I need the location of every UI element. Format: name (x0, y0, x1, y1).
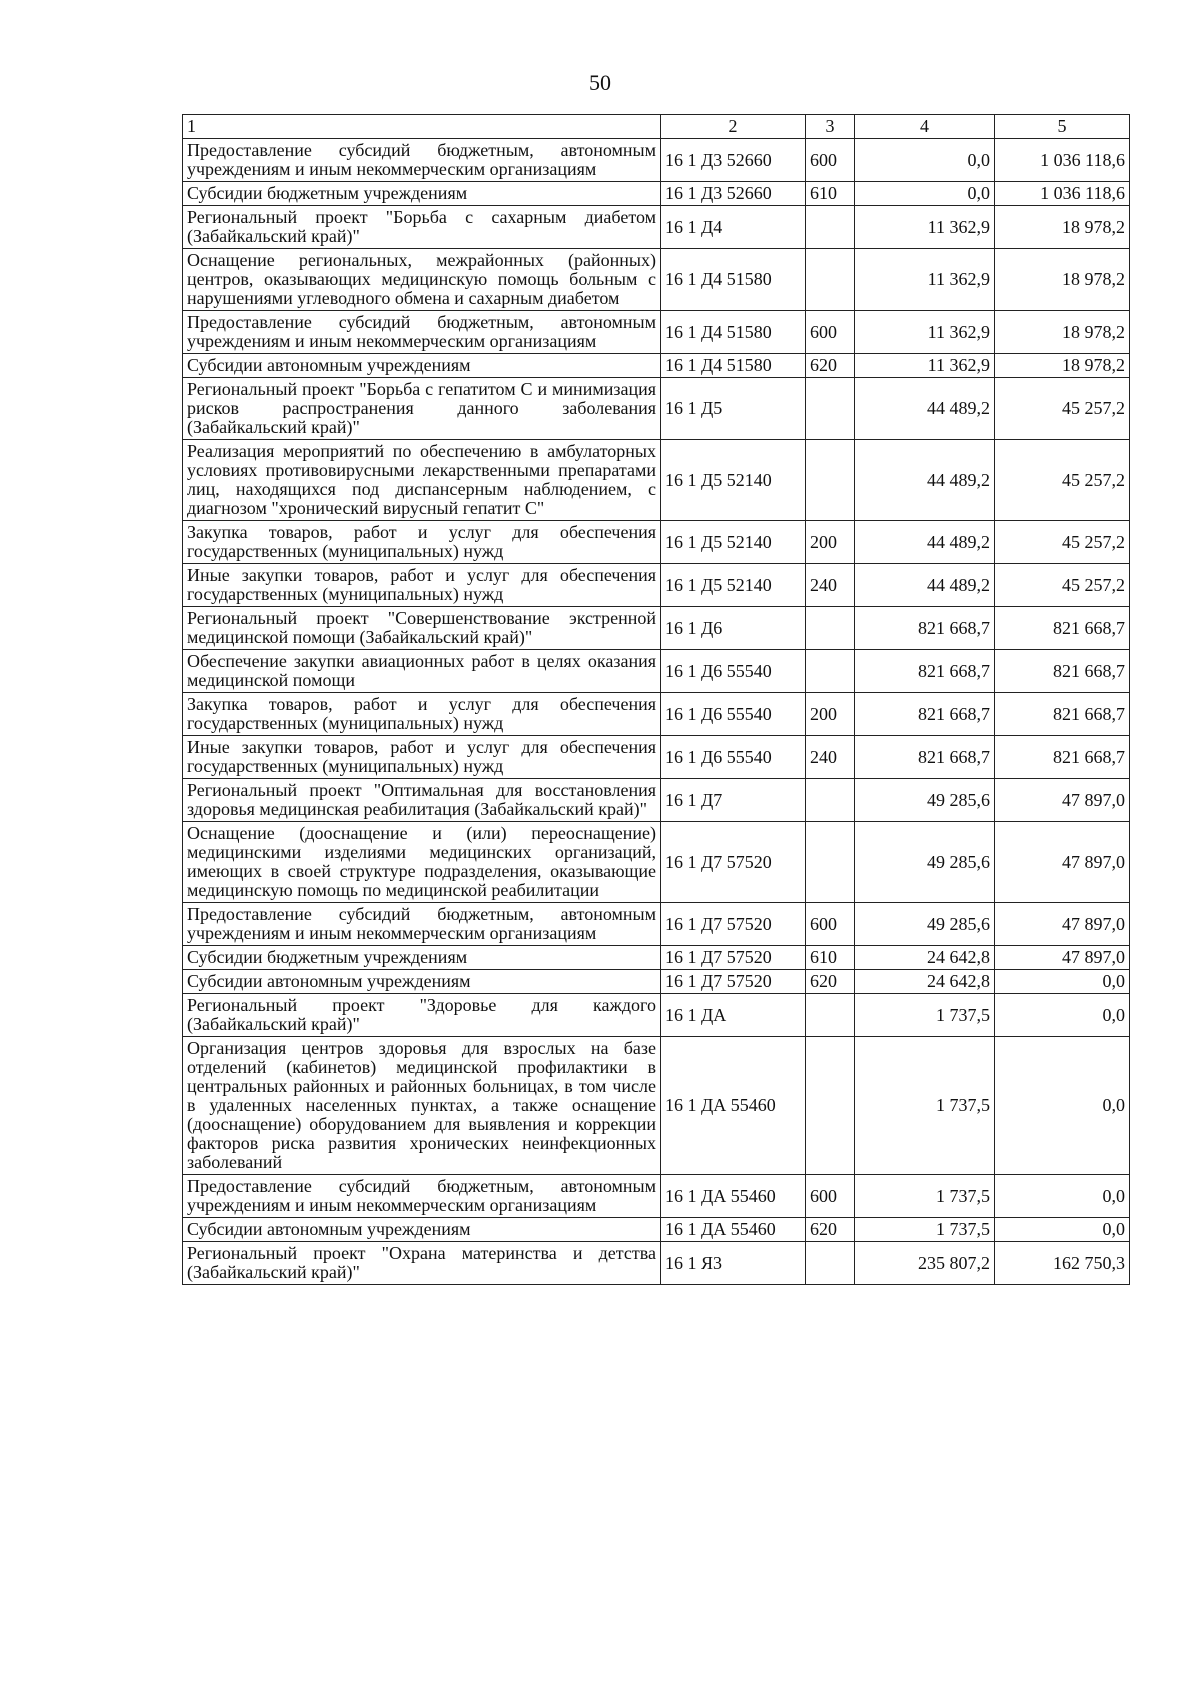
row-name-cell: Оснащение региональных, межрайонных (районных) центров, оказывающих медицинскую помощь больным с нарушениями углеводного обмена и сахарным диабетом (183, 249, 661, 311)
row-value-col5-cell: 821 668,7 (995, 693, 1130, 736)
row-value-col5-cell: 0,0 (995, 970, 1130, 994)
row-name-cell: Предоставление субсидий бюджетным, автономным учреждениям и иным некоммерческим организациям (183, 903, 661, 946)
row-code-cell: 16 1 Д6 55540 (661, 650, 806, 693)
row-code-cell: 16 1 ДА 55460 (661, 1175, 806, 1218)
row-code-cell: 16 1 Д6 (661, 607, 806, 650)
row-value-col5-cell: 18 978,2 (995, 354, 1130, 378)
row-name-cell: Региональный проект "Оптимальная для восстановления здоровья медицинская реабилитация (Забайкальский край)" (183, 779, 661, 822)
row-value-col5-cell: 47 897,0 (995, 779, 1130, 822)
row-type-cell (806, 249, 855, 311)
table-row (183, 1175, 1130, 1218)
row-code-cell: 16 1 ДА (661, 994, 806, 1037)
table-row (183, 946, 1130, 970)
row-name-cell: Субсидии автономным учреждениям (183, 970, 661, 994)
table-row (183, 994, 1130, 1037)
table-row (183, 440, 1130, 521)
row-value-col4-cell: 0,0 (855, 139, 995, 182)
table-row (183, 354, 1130, 378)
row-value-col4-cell: 24 642,8 (855, 946, 995, 970)
row-code-cell: 16 1 Д3 52660 (661, 182, 806, 206)
row-value-col5-cell: 47 897,0 (995, 946, 1130, 970)
table-row (183, 607, 1130, 650)
row-value-col4-cell: 44 489,2 (855, 378, 995, 440)
row-name-cell: Организация центров здоровья для взрослых на базе отделений (кабинетов) медицинской профилактики в центральных районных и районных больницах, в том числе в удаленных населенных пунктах, а также оснащение (дооснащение) оборудованием для выявления и коррекции факторов риска развития хронических неинфекционных заболеваний (183, 1037, 661, 1175)
table-row (183, 139, 1130, 182)
row-value-col5-cell: 1 036 118,6 (995, 182, 1130, 206)
header-col-1: 1 (183, 115, 661, 139)
row-type-cell (806, 607, 855, 650)
table-row (183, 1037, 1130, 1175)
row-code-cell: 16 1 Д7 57520 (661, 822, 806, 903)
row-value-col4-cell: 49 285,6 (855, 903, 995, 946)
row-code-cell: 16 1 Д7 (661, 779, 806, 822)
row-value-col5-cell: 1 036 118,6 (995, 139, 1130, 182)
row-name-cell: Субсидии автономным учреждениям (183, 1218, 661, 1242)
row-name-cell: Региональный проект "Борьба с гепатитом С и минимизация рисков распространения данного заболевания (Забайкальский край)" (183, 378, 661, 440)
row-code-cell: 16 1 Д4 51580 (661, 249, 806, 311)
row-type-cell: 600 (806, 139, 855, 182)
row-value-col5-cell: 45 257,2 (995, 521, 1130, 564)
row-code-cell: 16 1 Д5 52140 (661, 440, 806, 521)
row-type-cell (806, 994, 855, 1037)
row-type-cell: 610 (806, 946, 855, 970)
row-value-col5-cell: 45 257,2 (995, 440, 1130, 521)
row-value-col4-cell: 1 737,5 (855, 1218, 995, 1242)
row-name-cell: Региональный проект "Охрана материнства и детства (Забайкальский край)" (183, 1242, 661, 1285)
row-type-cell: 240 (806, 736, 855, 779)
table-header-row (183, 115, 1130, 139)
row-name-cell: Иные закупки товаров, работ и услуг для обеспечения государственных (муниципальных) нужд (183, 736, 661, 779)
row-type-cell (806, 1242, 855, 1285)
row-value-col4-cell: 11 362,9 (855, 311, 995, 354)
row-value-col5-cell: 0,0 (995, 1037, 1130, 1175)
row-value-col5-cell: 821 668,7 (995, 607, 1130, 650)
header-col-4: 4 (855, 115, 995, 139)
row-name-cell: Реализация мероприятий по обеспечению в амбулаторных условиях противовирусными лекарственными препаратами лиц, находящихся под диспансерным наблюдением, с диагнозом "хронический вирусный гепатит С" (183, 440, 661, 521)
row-value-col4-cell: 821 668,7 (855, 693, 995, 736)
row-value-col5-cell: 0,0 (995, 1218, 1130, 1242)
row-type-cell: 600 (806, 311, 855, 354)
row-type-cell (806, 822, 855, 903)
row-code-cell: 16 1 ДА 55460 (661, 1218, 806, 1242)
row-value-col4-cell: 11 362,9 (855, 206, 995, 249)
row-code-cell: 16 1 ДА 55460 (661, 1037, 806, 1175)
row-value-col4-cell: 11 362,9 (855, 249, 995, 311)
table-row (183, 182, 1130, 206)
row-value-col4-cell: 11 362,9 (855, 354, 995, 378)
row-code-cell: 16 1 Я3 (661, 1242, 806, 1285)
row-type-cell: 600 (806, 1175, 855, 1218)
row-value-col5-cell: 18 978,2 (995, 249, 1130, 311)
row-value-col4-cell: 821 668,7 (855, 736, 995, 779)
table-row (183, 521, 1130, 564)
row-value-col5-cell: 18 978,2 (995, 206, 1130, 249)
row-value-col5-cell: 45 257,2 (995, 564, 1130, 607)
row-value-col4-cell: 1 737,5 (855, 1175, 995, 1218)
row-type-cell (806, 378, 855, 440)
row-code-cell: 16 1 Д3 52660 (661, 139, 806, 182)
row-type-cell: 200 (806, 693, 855, 736)
row-name-cell: Иные закупки товаров, работ и услуг для обеспечения государственных (муниципальных) нужд (183, 564, 661, 607)
row-type-cell (806, 206, 855, 249)
row-code-cell: 16 1 Д5 52140 (661, 521, 806, 564)
row-value-col4-cell: 44 489,2 (855, 440, 995, 521)
row-type-cell (806, 650, 855, 693)
row-type-cell (806, 440, 855, 521)
row-code-cell: 16 1 Д6 55540 (661, 736, 806, 779)
header-col-3: 3 (806, 115, 855, 139)
row-name-cell: Субсидии бюджетным учреждениям (183, 182, 661, 206)
table-row (183, 693, 1130, 736)
header-col-5: 5 (995, 115, 1130, 139)
row-value-col5-cell: 0,0 (995, 994, 1130, 1037)
header-col-2: 2 (661, 115, 806, 139)
row-value-col5-cell: 45 257,2 (995, 378, 1130, 440)
table-row (183, 378, 1130, 440)
row-value-col4-cell: 49 285,6 (855, 822, 995, 903)
row-type-cell: 620 (806, 354, 855, 378)
row-code-cell: 16 1 Д4 (661, 206, 806, 249)
row-name-cell: Оснащение (дооснащение и (или) переоснащение) медицинскими изделиями медицинских организаций, имеющих в своей структуре подразделения, оказывающие медицинскую помощь по медицинской реабилитации (183, 822, 661, 903)
table-row (183, 311, 1130, 354)
row-value-col5-cell: 162 750,3 (995, 1242, 1130, 1285)
row-type-cell: 620 (806, 970, 855, 994)
table-row (183, 1218, 1130, 1242)
row-name-cell: Закупка товаров, работ и услуг для обеспечения государственных (муниципальных) нужд (183, 521, 661, 564)
row-type-cell: 620 (806, 1218, 855, 1242)
row-type-cell (806, 779, 855, 822)
row-name-cell: Субсидии автономным учреждениям (183, 354, 661, 378)
row-name-cell: Региональный проект "Борьба с сахарным диабетом (Забайкальский край)" (183, 206, 661, 249)
row-value-col4-cell: 821 668,7 (855, 650, 995, 693)
row-type-cell: 600 (806, 903, 855, 946)
row-name-cell: Региональный проект "Совершенствование экстренной медицинской помощи (Забайкальский край)" (183, 607, 661, 650)
row-code-cell: 16 1 Д5 (661, 378, 806, 440)
row-value-col4-cell: 821 668,7 (855, 607, 995, 650)
row-type-cell: 200 (806, 521, 855, 564)
row-name-cell: Предоставление субсидий бюджетным, автономным учреждениям и иным некоммерческим организациям (183, 139, 661, 182)
row-value-col4-cell: 44 489,2 (855, 564, 995, 607)
row-value-col5-cell: 18 978,2 (995, 311, 1130, 354)
table-row (183, 1242, 1130, 1285)
row-value-col5-cell: 821 668,7 (995, 736, 1130, 779)
row-code-cell: 16 1 Д7 57520 (661, 970, 806, 994)
row-value-col4-cell: 24 642,8 (855, 970, 995, 994)
table-row (183, 736, 1130, 779)
table-row (183, 779, 1130, 822)
row-code-cell: 16 1 Д4 51580 (661, 311, 806, 354)
table-body (183, 139, 1130, 1285)
row-value-col5-cell: 821 668,7 (995, 650, 1130, 693)
row-code-cell: 16 1 Д7 57520 (661, 946, 806, 970)
page-number: 50 (589, 70, 611, 95)
row-type-cell (806, 1037, 855, 1175)
row-name-cell: Закупка товаров, работ и услуг для обеспечения государственных (муниципальных) нужд (183, 693, 661, 736)
table-row (183, 564, 1130, 607)
row-name-cell: Предоставление субсидий бюджетным, автономным учреждениям и иным некоммерческим организациям (183, 1175, 661, 1218)
row-value-col5-cell: 47 897,0 (995, 822, 1130, 903)
row-name-cell: Обеспечение закупки авиационных работ в целях оказания медицинской помощи (183, 650, 661, 693)
row-value-col4-cell: 49 285,6 (855, 779, 995, 822)
row-name-cell: Региональный проект "Здоровье для каждого (Забайкальский край)" (183, 994, 661, 1037)
row-code-cell: 16 1 Д4 51580 (661, 354, 806, 378)
row-value-col4-cell: 44 489,2 (855, 521, 995, 564)
table-row (183, 249, 1130, 311)
table-row (183, 970, 1130, 994)
row-name-cell: Субсидии бюджетным учреждениям (183, 946, 661, 970)
row-value-col4-cell: 0,0 (855, 182, 995, 206)
row-value-col5-cell: 0,0 (995, 1175, 1130, 1218)
row-code-cell: 16 1 Д6 55540 (661, 693, 806, 736)
row-value-col4-cell: 235 807,2 (855, 1242, 995, 1285)
row-value-col4-cell: 1 737,5 (855, 994, 995, 1037)
budget-table (182, 114, 1130, 1285)
row-name-cell: Предоставление субсидий бюджетным, автономным учреждениям и иным некоммерческим организациям (183, 311, 661, 354)
table-row (183, 650, 1130, 693)
table-row (183, 206, 1130, 249)
row-type-cell: 610 (806, 182, 855, 206)
row-value-col4-cell: 1 737,5 (855, 1037, 995, 1175)
table-row (183, 903, 1130, 946)
row-value-col5-cell: 47 897,0 (995, 903, 1130, 946)
row-code-cell: 16 1 Д5 52140 (661, 564, 806, 607)
table-row (183, 822, 1130, 903)
row-code-cell: 16 1 Д7 57520 (661, 903, 806, 946)
row-type-cell: 240 (806, 564, 855, 607)
